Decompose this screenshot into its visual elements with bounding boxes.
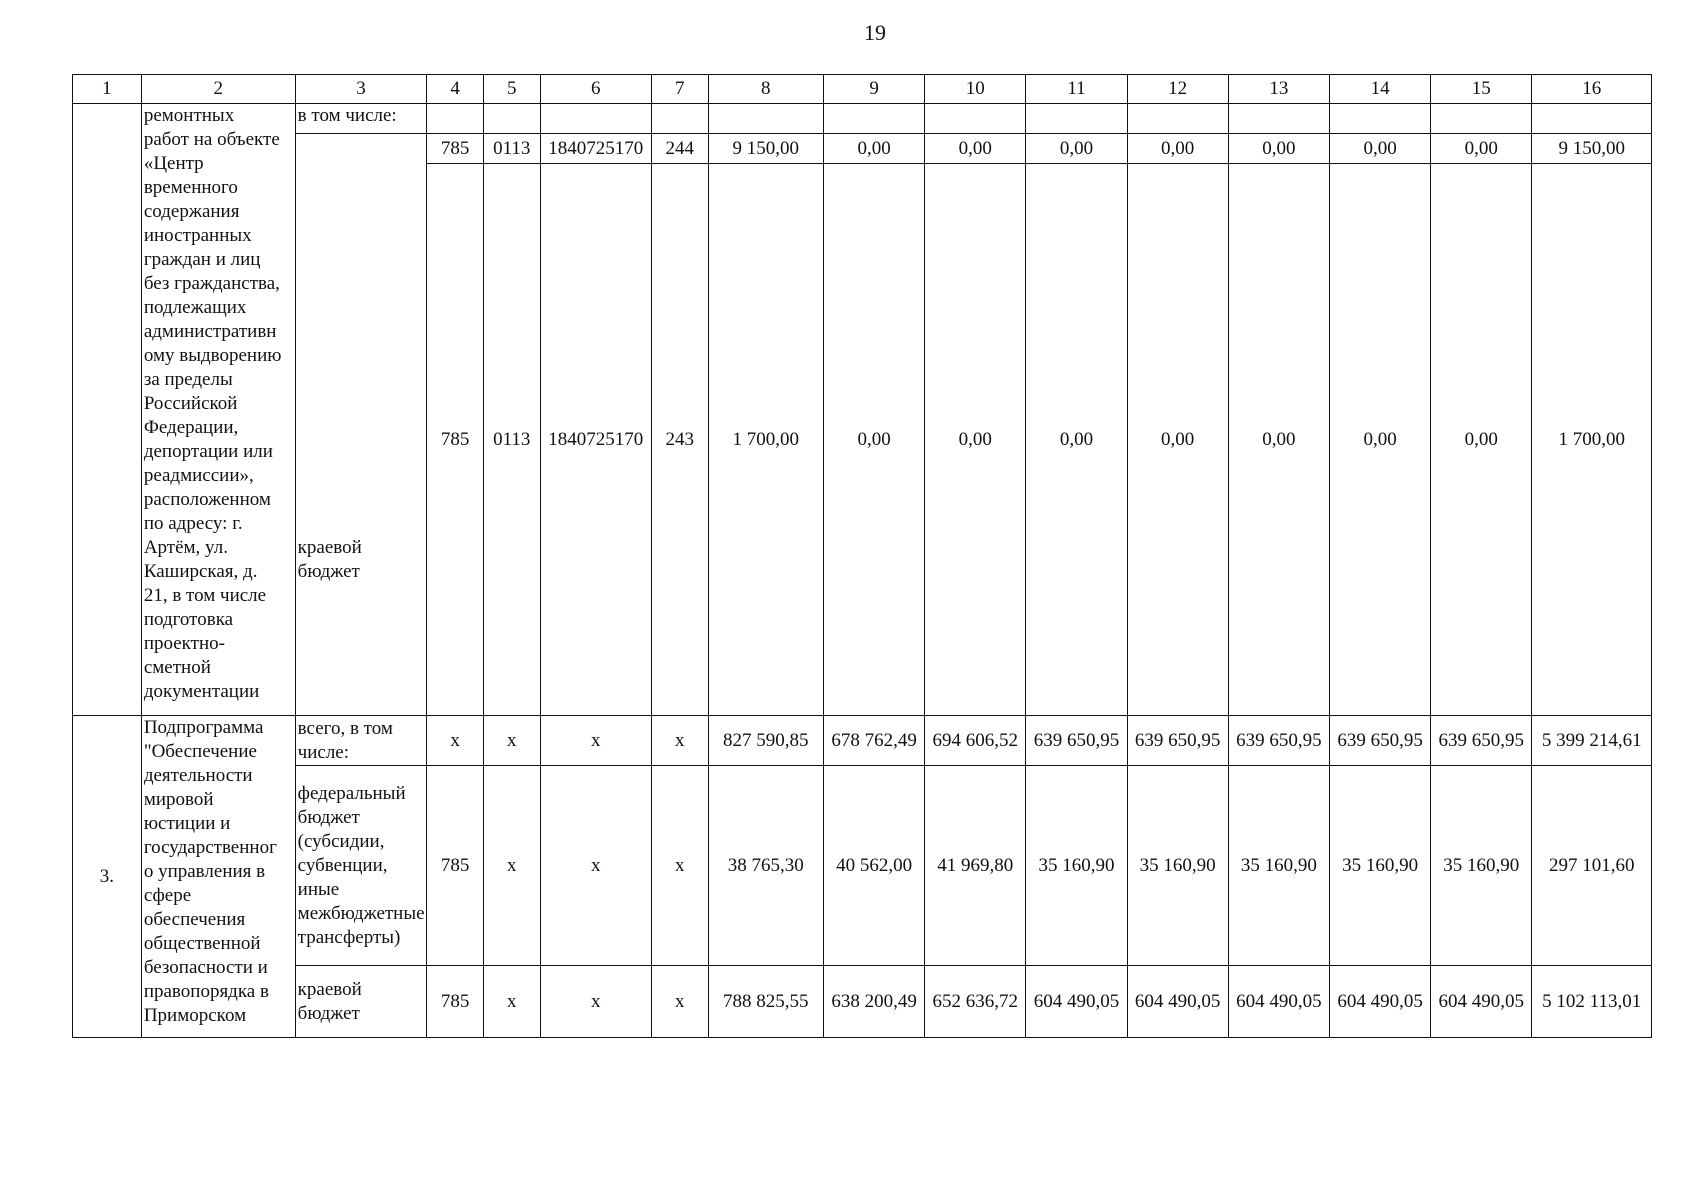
data-cell: 243 bbox=[651, 164, 708, 716]
name-line: реадмиссии», bbox=[143, 465, 254, 486]
data-cell: x bbox=[651, 966, 708, 1038]
header-cell: 13 bbox=[1228, 75, 1329, 104]
name-line: правопорядка в bbox=[143, 981, 269, 1002]
data-cell: 1 700,00 bbox=[1532, 164, 1652, 716]
finance-source-cell: в том числе: bbox=[295, 104, 427, 134]
data-cell: 788 825,55 bbox=[708, 966, 823, 1038]
name-line: проектно- bbox=[143, 633, 225, 654]
data-cell: 639 650,95 bbox=[1329, 716, 1430, 766]
name-line: временного bbox=[143, 177, 238, 198]
data-cell: 785 bbox=[427, 966, 484, 1038]
object-name-cell bbox=[141, 104, 295, 716]
name-line: обеспечения bbox=[143, 909, 246, 930]
name-line: Федерации, bbox=[143, 417, 239, 438]
data-cell: 0,00 bbox=[1127, 134, 1228, 164]
name-line: документации bbox=[143, 681, 260, 702]
data-cell: 639 650,95 bbox=[1127, 716, 1228, 766]
name-line: Артём, ул. bbox=[143, 537, 228, 558]
name-line: работ на объекте bbox=[143, 129, 280, 150]
header-row bbox=[73, 75, 1652, 104]
data-cell: 1840725170 bbox=[540, 134, 651, 164]
data-cell: x bbox=[427, 716, 484, 766]
name-line: "Обеспечение bbox=[143, 741, 257, 762]
name-line: общественной bbox=[143, 933, 261, 954]
data-cell: 639 650,95 bbox=[1431, 716, 1532, 766]
header-cell: 4 bbox=[427, 75, 484, 104]
name-line: ремонтных bbox=[143, 105, 235, 126]
index-cell bbox=[73, 104, 142, 716]
data-cell: x bbox=[651, 766, 708, 966]
budget-table bbox=[72, 74, 1652, 1038]
name-line: Приморском bbox=[143, 1005, 247, 1026]
data-cell: 35 160,90 bbox=[1026, 766, 1127, 966]
name-line: граждан и лиц bbox=[143, 249, 261, 270]
data-cell: 604 490,05 bbox=[1127, 966, 1228, 1038]
data-cell: 0,00 bbox=[823, 164, 924, 716]
header-cell: 3 bbox=[295, 75, 427, 104]
data-cell: 0,00 bbox=[1431, 164, 1532, 716]
name-line: расположенном bbox=[143, 489, 271, 510]
data-cell: 9 150,00 bbox=[1532, 134, 1652, 164]
data-cell: 0,00 bbox=[1026, 164, 1127, 716]
name-line: сфере bbox=[143, 885, 192, 906]
name-line: Российской bbox=[143, 393, 238, 414]
data-cell: x bbox=[540, 766, 651, 966]
name-line: Подпрограмма bbox=[143, 717, 264, 738]
data-cell: 785 bbox=[427, 164, 484, 716]
header-cell: 12 bbox=[1127, 75, 1228, 104]
object-name bbox=[144, 104, 293, 704]
page-number: 19 bbox=[864, 20, 886, 45]
name-line: мировой bbox=[143, 789, 214, 810]
table-row bbox=[73, 104, 1652, 134]
data-cell: 0,00 bbox=[1329, 164, 1430, 716]
data-cell: 0,00 bbox=[925, 134, 1026, 164]
table-row bbox=[73, 716, 1652, 766]
data-cell: 0,00 bbox=[1127, 164, 1228, 716]
name-line: государственног bbox=[143, 837, 277, 858]
finance-source-label: краевой бюджет bbox=[297, 536, 362, 582]
header-cell: 15 bbox=[1431, 75, 1532, 104]
data-cell: 0,00 bbox=[1431, 134, 1532, 164]
name-line: деятельности bbox=[143, 765, 253, 786]
name-line: «Центр bbox=[143, 153, 204, 174]
data-cell: 639 650,95 bbox=[1228, 716, 1329, 766]
data-cell: 0,00 bbox=[823, 134, 924, 164]
data-cell: 785 bbox=[427, 766, 484, 966]
data-cell: 0,00 bbox=[1228, 164, 1329, 716]
data-cell: 604 490,05 bbox=[1228, 966, 1329, 1038]
header-cell: 11 bbox=[1026, 75, 1127, 104]
data-cell: 35 160,90 bbox=[1228, 766, 1329, 966]
data-cell: 244 bbox=[651, 134, 708, 164]
data-cell: 1840725170 bbox=[540, 164, 651, 716]
data-cell: 604 490,05 bbox=[1431, 966, 1532, 1038]
name-line: административн bbox=[143, 321, 277, 342]
table-row bbox=[73, 766, 1652, 966]
table-row bbox=[73, 966, 1652, 1038]
header-cell: 9 bbox=[823, 75, 924, 104]
data-cell: 604 490,05 bbox=[1026, 966, 1127, 1038]
name-line: о управления в bbox=[143, 861, 266, 882]
data-cell: 0,00 bbox=[1228, 134, 1329, 164]
data-cell: 0113 bbox=[483, 134, 540, 164]
name-line: 21, в том числе bbox=[143, 585, 267, 606]
finance-source-cell bbox=[295, 134, 427, 716]
name-line: подлежащих bbox=[143, 297, 247, 318]
data-cell: x bbox=[540, 716, 651, 766]
data-cell: 638 200,49 bbox=[823, 966, 924, 1038]
data-cell: 35 160,90 bbox=[1127, 766, 1228, 966]
data-cell: x bbox=[651, 716, 708, 766]
header-cell: 2 bbox=[141, 75, 295, 104]
name-line: ому выдворению bbox=[143, 345, 282, 366]
data-cell: 297 101,60 bbox=[1532, 766, 1652, 966]
data-cell: x bbox=[483, 966, 540, 1038]
header-cell: 16 bbox=[1532, 75, 1652, 104]
header-cell: 10 bbox=[925, 75, 1026, 104]
name-line: безопасности и bbox=[143, 957, 268, 978]
data-cell: 5 399 214,61 bbox=[1532, 716, 1652, 766]
data-cell: 639 650,95 bbox=[1026, 716, 1127, 766]
data-cell: x bbox=[483, 766, 540, 966]
data-cell: 785 bbox=[427, 134, 484, 164]
name-line: Каширская, д. bbox=[143, 561, 258, 582]
index-cell: 3. bbox=[73, 716, 142, 1038]
header-cell: 8 bbox=[708, 75, 823, 104]
finance-source-cell: федеральный бюджет (субсидии, субвенции, иные межбюджетные трансферты) bbox=[295, 766, 427, 966]
data-cell: 9 150,00 bbox=[708, 134, 823, 164]
data-cell: 35 160,90 bbox=[1329, 766, 1430, 966]
data-cell: 694 606,52 bbox=[925, 716, 1026, 766]
data-cell: 0113 bbox=[483, 164, 540, 716]
name-line: сметной bbox=[143, 657, 211, 678]
data-cell: 678 762,49 bbox=[823, 716, 924, 766]
header-cell: 6 bbox=[540, 75, 651, 104]
data-cell: 40 562,00 bbox=[823, 766, 924, 966]
header-cell: 14 bbox=[1329, 75, 1430, 104]
data-cell: 41 969,80 bbox=[925, 766, 1026, 966]
name-line: иностранных bbox=[143, 225, 252, 246]
name-line: юстиции и bbox=[143, 813, 231, 834]
data-cell: 0,00 bbox=[1026, 134, 1127, 164]
data-cell: 0,00 bbox=[925, 164, 1026, 716]
name-line: содержания bbox=[143, 201, 240, 222]
name-line: по адресу: г. bbox=[143, 513, 243, 534]
name-line: без гражданства, bbox=[143, 273, 280, 294]
header-cell: 5 bbox=[483, 75, 540, 104]
data-cell: 35 160,90 bbox=[1431, 766, 1532, 966]
finance-source-cell: краевой бюджет bbox=[295, 966, 427, 1038]
data-cell: 38 765,30 bbox=[708, 766, 823, 966]
subprogram-name bbox=[144, 716, 293, 1028]
name-line: депортации или bbox=[143, 441, 273, 462]
name-line: за пределы bbox=[143, 369, 233, 390]
name-line: подготовка bbox=[143, 609, 234, 630]
table-row bbox=[73, 134, 1652, 164]
data-cell: 1 700,00 bbox=[708, 164, 823, 716]
finance-source-cell: всего, в том числе: bbox=[295, 716, 427, 766]
data-cell: x bbox=[540, 966, 651, 1038]
subprogram-name-cell bbox=[141, 716, 295, 1038]
data-cell: x bbox=[483, 716, 540, 766]
data-cell: 0,00 bbox=[1329, 134, 1430, 164]
data-cell: 604 490,05 bbox=[1329, 966, 1430, 1038]
data-cell: 5 102 113,01 bbox=[1532, 966, 1652, 1038]
data-cell: 652 636,72 bbox=[925, 966, 1026, 1038]
data-cell: 827 590,85 bbox=[708, 716, 823, 766]
header-cell: 1 bbox=[73, 75, 142, 104]
header-cell: 7 bbox=[651, 75, 708, 104]
